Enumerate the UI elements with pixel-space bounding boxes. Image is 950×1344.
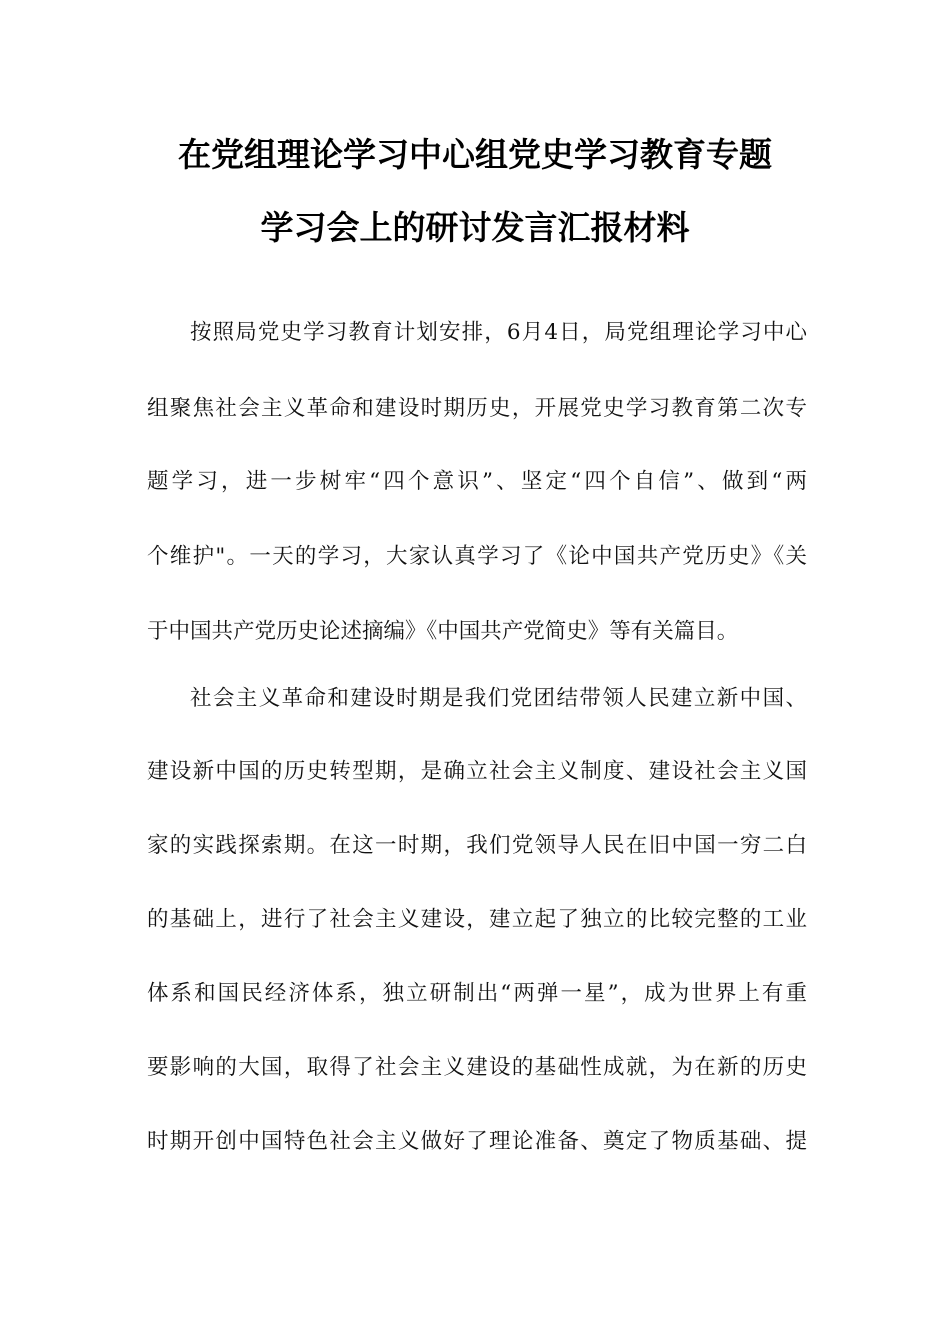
paragraph-1-line-2: 组聚焦社会主义革命和建设时期历史，开展党史学习教育第二次专 [147, 396, 807, 421]
paragraph-2-line-2: 建设新中国的历史转型期，是确立社会主义制度、建设社会主义国 [147, 759, 807, 784]
paragraph-2-line-5: 体系和国民经济体系，独立研制出“两弹一星”，成为世界上有重 [147, 981, 807, 1006]
document-title-line-2: 学习会上的研讨发言汇报材料 [260, 208, 690, 247]
paragraph-2-line-1: 社会主义革命和建设时期是我们党团结带领人民建立新中国、 [190, 686, 807, 711]
paragraph-1-line-3: 题学习，进一步树牢“四个意识”、坚定“四个自信”、做到“两 [147, 469, 807, 494]
paragraph-1-line-4: 个维护"。一天的学习，大家认真学习了《论中国共产党历史》《关 [147, 544, 807, 569]
paragraph-2-line-4: 的基础上，进行了社会主义建设，建立起了独立的比较完整的工业 [147, 907, 807, 932]
paragraph-1-line-5: 于中国共产党历史论述摘编》《中国共产党简史》等有关篇目。 [147, 619, 739, 644]
paragraph-1-line-1: 按照局党史学习教育计划安排，6月4日，局党组理论学习中心 [190, 320, 807, 345]
document-title-line-1: 在党组理论学习中心组党史学习教育专题 [178, 135, 772, 174]
paragraph-2-line-7: 时期开创中国特色社会主义做好了理论准备、奠定了物质基础、提 [147, 1129, 807, 1154]
paragraph-2-line-6: 要影响的大国，取得了社会主义建设的基础性成就，为在新的历史 [147, 1055, 807, 1080]
paragraph-2-line-3: 家的实践探索期。在这一时期，我们党领导人民在旧中国一穷二白 [147, 833, 807, 858]
